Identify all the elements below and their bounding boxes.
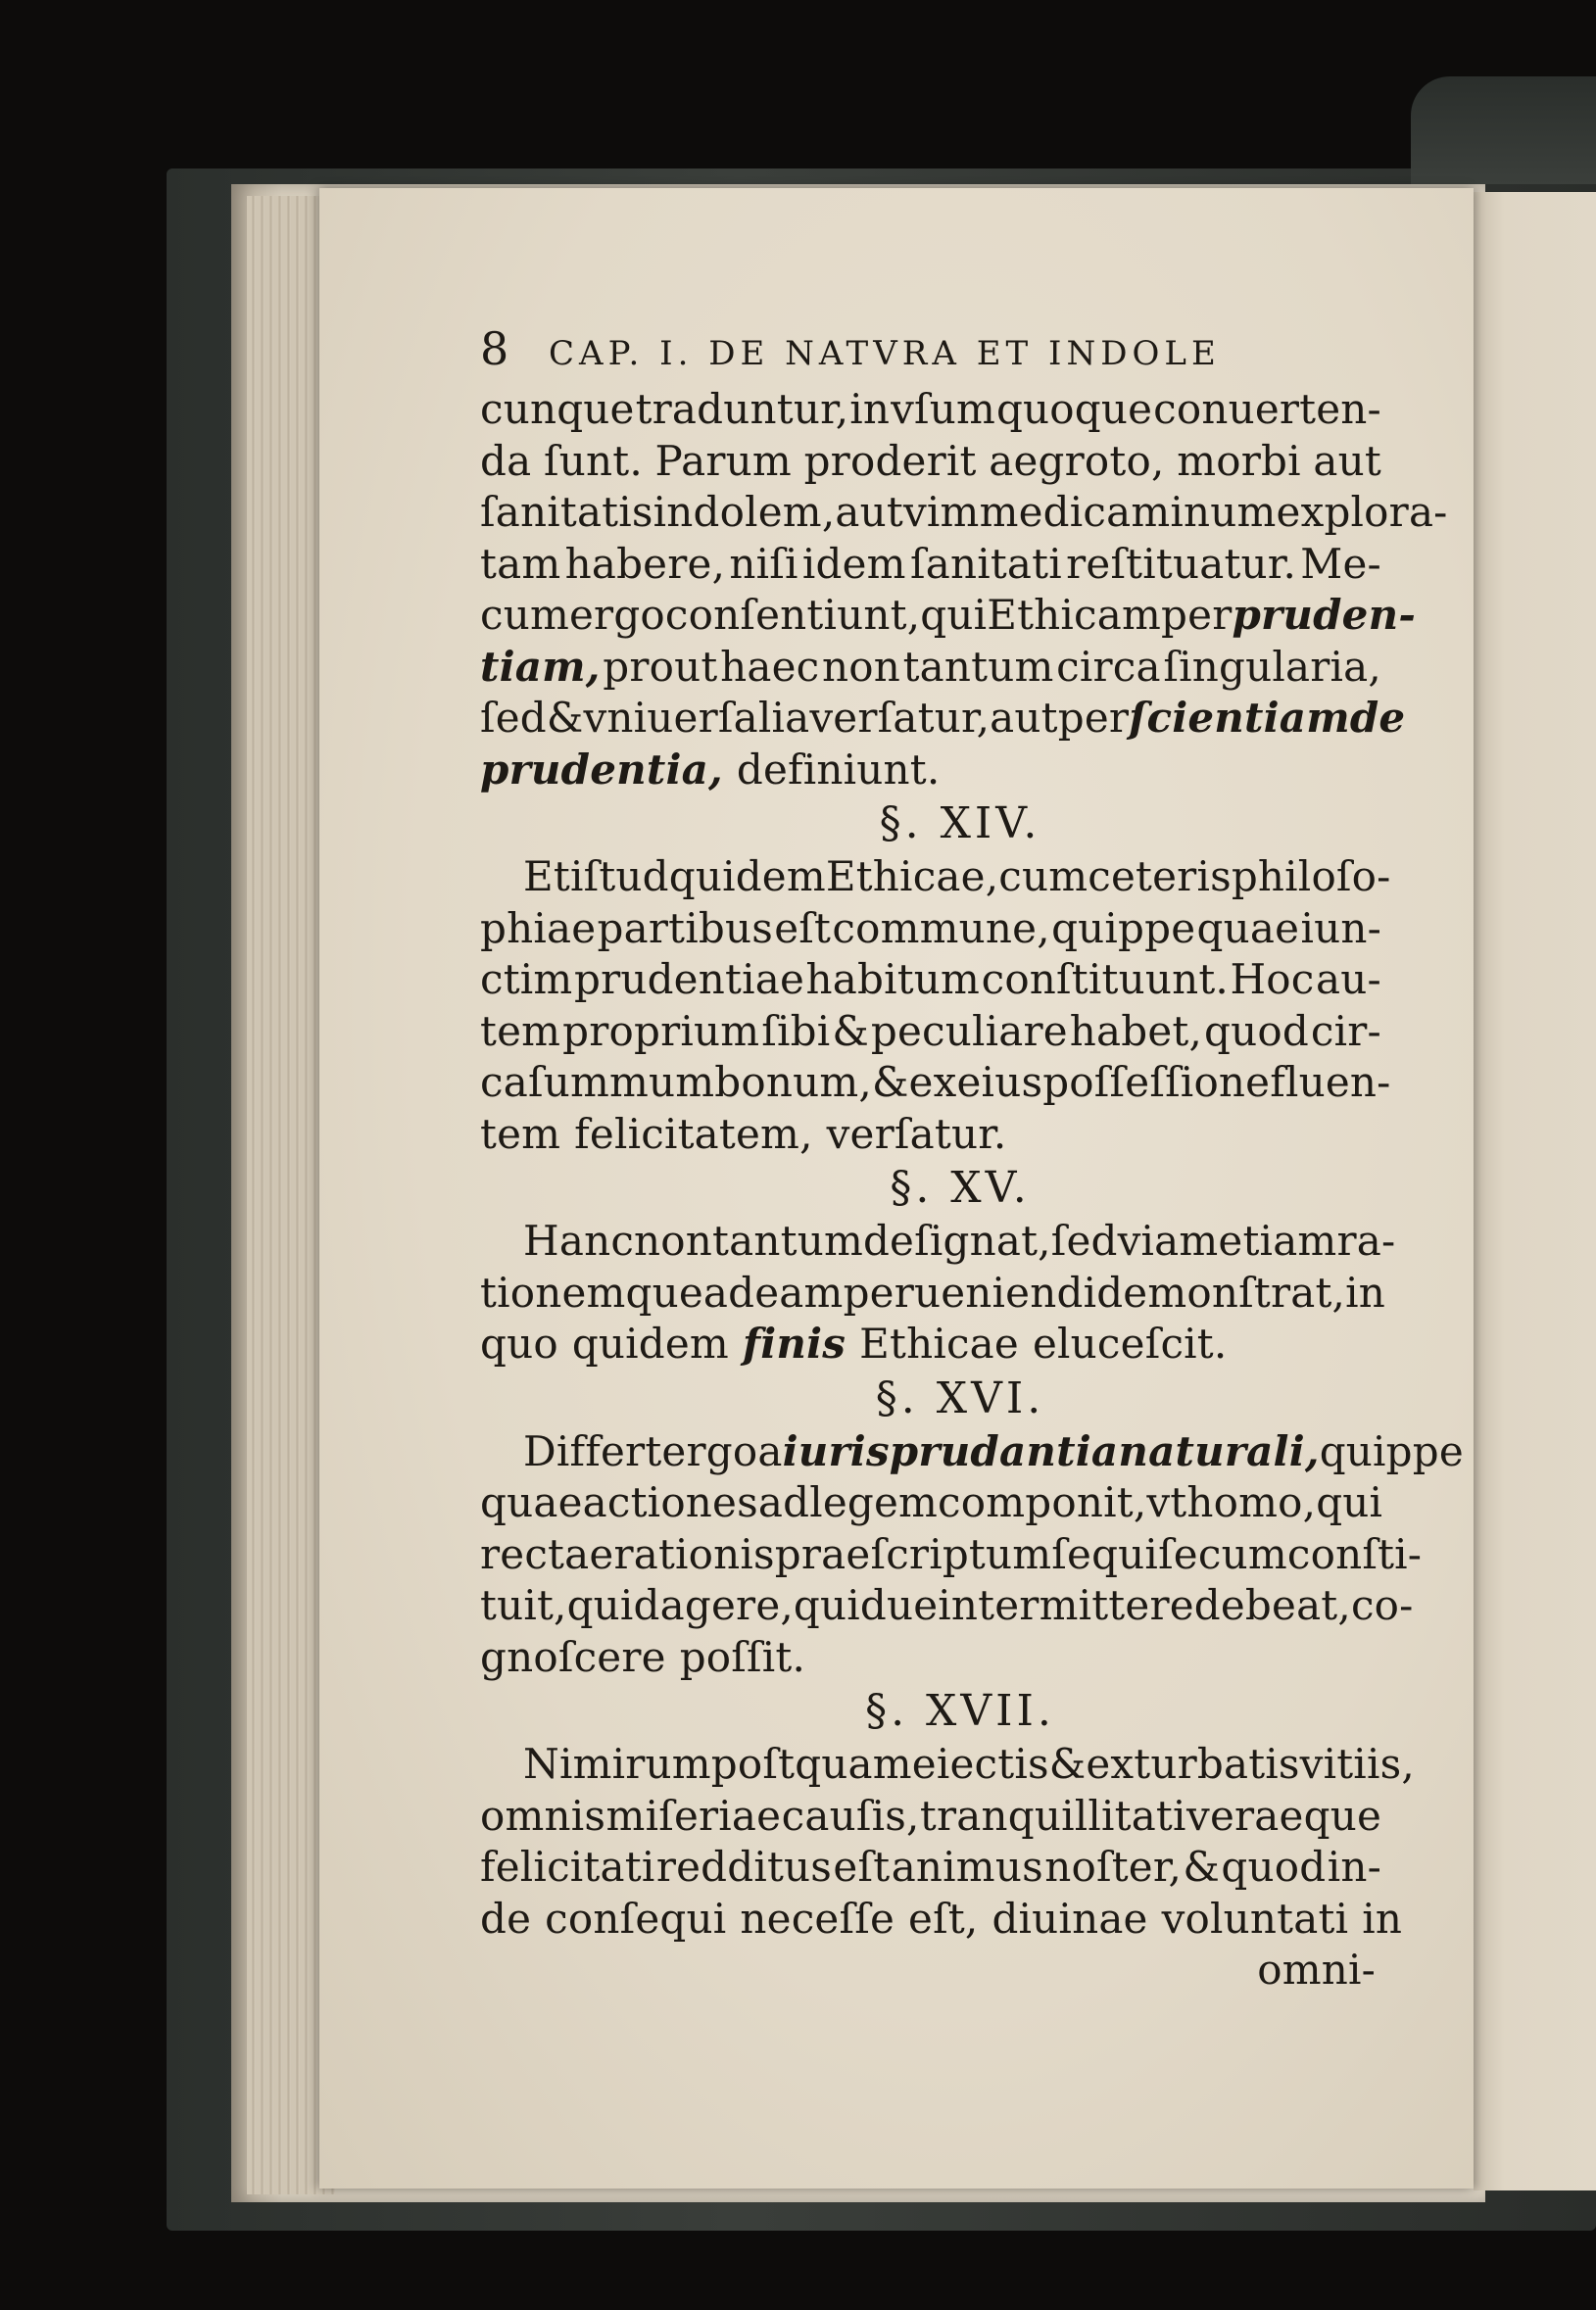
text-line <box>480 1791 1381 1843</box>
word: vitiis, <box>1299 1740 1415 1788</box>
word: felicitatem, <box>574 1109 813 1158</box>
word: actiones <box>582 1478 758 1526</box>
word: eſt <box>774 903 832 952</box>
word: prout <box>603 642 718 691</box>
text-line <box>480 1006 1381 1058</box>
word: cum <box>480 591 569 639</box>
text-line <box>480 1477 1381 1529</box>
word: tuit, <box>480 1581 567 1629</box>
text-line <box>480 1842 1381 1894</box>
word: ſummum <box>527 1058 715 1106</box>
text-line <box>480 745 1381 796</box>
word: eam <box>754 1268 844 1317</box>
word: viam <box>1117 1217 1219 1265</box>
word: vim <box>902 488 980 536</box>
word: legem <box>809 1478 939 1526</box>
word: conſequi <box>545 1894 727 1943</box>
word: per <box>1057 694 1130 742</box>
word: Parum <box>654 436 792 485</box>
word: haec <box>720 642 820 691</box>
word: rectae <box>480 1529 614 1578</box>
word: quoque <box>995 385 1153 433</box>
section-heading: §. XIV. <box>879 798 1041 848</box>
text-line <box>480 1529 1423 1581</box>
word: iun- <box>1300 903 1381 952</box>
word: Hanc <box>523 1217 635 1265</box>
word: conuerten- <box>1153 385 1381 433</box>
word: partibus <box>597 903 773 952</box>
word: tam <box>480 539 561 588</box>
word: demonſtrat, <box>1096 1268 1346 1317</box>
word: conſtituunt. <box>981 955 1229 1003</box>
word: voluntati <box>1161 1894 1349 1943</box>
text-line <box>480 1268 1385 1320</box>
word: quidue <box>793 1581 939 1629</box>
word: ſecum <box>1158 1529 1287 1578</box>
word: poſſeſſione <box>1042 1058 1271 1106</box>
word: a <box>757 1426 783 1475</box>
word: ſunt. <box>544 436 643 485</box>
word: deſignat, <box>862 1217 1051 1265</box>
word: redditus <box>655 1843 833 1891</box>
word: praeſcriptum <box>774 1529 1052 1578</box>
italic-word: de <box>1349 694 1406 742</box>
word: vniuerſalia <box>583 694 810 742</box>
word: non <box>821 642 900 691</box>
word: in <box>1345 1268 1385 1317</box>
word: circa <box>1056 642 1161 691</box>
word: ſed <box>480 694 547 742</box>
word: & <box>832 1006 869 1055</box>
word: verſatur, <box>809 694 991 742</box>
paragraph <box>480 384 1448 795</box>
word: & <box>1048 1740 1087 1788</box>
word: non <box>634 1217 713 1265</box>
word: indolem, <box>653 488 836 536</box>
word: veraeque <box>1186 1791 1381 1840</box>
word: ergo <box>569 591 665 639</box>
word: felicitati <box>480 1843 655 1891</box>
text-line <box>480 954 1381 1006</box>
text-line <box>480 539 1381 591</box>
word: ſanitati <box>909 539 1062 588</box>
text-line <box>480 693 1406 745</box>
word: prudentiae <box>573 955 804 1003</box>
word: & <box>1183 1843 1221 1891</box>
word: agere, <box>659 1581 794 1629</box>
word: quod <box>1204 1006 1309 1055</box>
word: ad <box>757 1478 810 1526</box>
word: Me- <box>1300 539 1381 588</box>
word: in <box>849 385 891 433</box>
italic-word: naturali, <box>1118 1426 1320 1475</box>
word: intermittere <box>938 1581 1194 1629</box>
text-line <box>480 1894 1403 1946</box>
word: homo, <box>1186 1478 1317 1526</box>
word: quidem <box>668 852 826 900</box>
italic-word: finis <box>742 1320 846 1368</box>
word: gnoſcere <box>480 1632 666 1681</box>
word: tem <box>480 1109 561 1158</box>
word: Et <box>523 852 570 900</box>
word: philoſo- <box>1231 852 1391 900</box>
word: reſtituatur. <box>1066 539 1297 588</box>
word: eſt, <box>908 1894 979 1943</box>
italic-word: prudentia, <box>480 745 723 794</box>
text-line <box>480 1632 1381 1684</box>
word: vſum <box>891 385 996 433</box>
word: tem <box>480 1006 561 1055</box>
word: cir- <box>1310 1006 1381 1055</box>
word: animus <box>891 1843 1043 1891</box>
word: cum <box>998 852 1088 900</box>
word: quid <box>566 1581 660 1629</box>
word: ca <box>480 1058 528 1106</box>
text-line <box>480 851 1391 903</box>
word: tranquillitati <box>919 1791 1186 1840</box>
word: omnis <box>480 1791 606 1840</box>
text-line <box>480 1426 1464 1478</box>
word: quippe <box>1319 1426 1464 1475</box>
section-heading: §. XVI. <box>875 1372 1045 1423</box>
text-line <box>480 1319 1381 1371</box>
paragraph <box>480 851 1391 1160</box>
word: eius <box>956 1058 1043 1106</box>
word: niſi <box>729 539 798 588</box>
catchword: omni- <box>1257 1946 1376 1994</box>
word: aut <box>990 694 1058 742</box>
word: componit, <box>938 1478 1147 1526</box>
word: miſeriae <box>605 1791 782 1840</box>
facing-cover-corner <box>1411 76 1596 184</box>
word: idem <box>801 539 906 588</box>
italic-word: pruden- <box>1232 591 1416 639</box>
word: ra- <box>1336 1217 1396 1265</box>
word: rationis <box>613 1529 775 1578</box>
page-header <box>480 323 1381 384</box>
word: cauſis, <box>781 1791 920 1840</box>
text-line <box>480 642 1381 694</box>
word: morbi <box>1177 436 1301 485</box>
italic-word: iurisprudantia <box>782 1426 1119 1475</box>
text-line <box>480 436 1381 488</box>
word: proprium <box>562 1006 760 1055</box>
word: poſtquam <box>710 1740 912 1788</box>
word: ſibi <box>761 1006 831 1055</box>
word: ex <box>908 1058 957 1106</box>
word: commune, <box>832 903 1050 952</box>
word: ſingularia, <box>1163 642 1381 691</box>
word: ſed <box>1050 1217 1118 1265</box>
word: eiectis <box>911 1740 1049 1788</box>
word: ctim <box>480 955 573 1003</box>
word: poſſit. <box>679 1632 806 1681</box>
word: co- <box>1350 1581 1414 1629</box>
word: peculiare <box>870 1006 1068 1055</box>
text-line <box>480 384 1381 436</box>
word: au- <box>1316 955 1381 1003</box>
word: in <box>1362 1894 1403 1943</box>
word: debeat, <box>1193 1581 1351 1629</box>
word: ſequi <box>1051 1529 1159 1578</box>
text-body <box>480 384 1464 1997</box>
word: ergo <box>661 1426 758 1475</box>
word: tionemque <box>480 1268 703 1317</box>
word: ſanitatis <box>480 488 653 536</box>
word: qui <box>920 591 988 639</box>
word: Ethicam <box>987 591 1162 639</box>
text-line <box>480 1057 1391 1109</box>
paragraph <box>480 1426 1464 1684</box>
word: da <box>480 436 532 485</box>
word: diuinae <box>991 1894 1148 1943</box>
page-number: 8 <box>480 322 509 375</box>
word: & <box>546 694 584 742</box>
word: Ethicae, <box>825 852 999 900</box>
word: quidem <box>571 1320 729 1368</box>
word: ad <box>702 1268 755 1317</box>
text-line <box>480 1216 1396 1268</box>
word: tantum <box>712 1217 863 1265</box>
italic-word: tiam, <box>480 642 601 691</box>
text-line <box>480 590 1416 642</box>
word: ceteris <box>1088 852 1232 900</box>
word: vt <box>1146 1478 1187 1526</box>
word: cunque <box>480 385 635 433</box>
word: phiae <box>480 903 597 952</box>
word: qui <box>1316 1478 1383 1526</box>
word: conſti- <box>1286 1529 1423 1578</box>
word: quo <box>480 1320 558 1368</box>
word: in- <box>1327 1843 1381 1891</box>
word: de <box>480 1894 532 1943</box>
word: medicaminum <box>979 488 1277 536</box>
word: habitum <box>805 955 981 1003</box>
word: proderit <box>803 436 977 485</box>
word: Nimirum <box>523 1740 711 1788</box>
facing-page-edge <box>1474 192 1596 2190</box>
word: per <box>1161 591 1233 639</box>
word: aut <box>835 488 903 536</box>
word: etiam <box>1218 1217 1337 1265</box>
page-text <box>480 322 1464 1997</box>
word: perueniendi <box>843 1268 1097 1317</box>
word: quippe <box>1051 903 1196 952</box>
word: verſatur. <box>826 1109 1007 1158</box>
word: Hoc <box>1230 955 1315 1003</box>
text-line <box>480 903 1381 955</box>
section-heading: §. XV. <box>890 1163 1031 1213</box>
section-heading: §. XVII. <box>865 1686 1055 1736</box>
word: tantum <box>902 642 1054 691</box>
word: eluceſcit. <box>1032 1320 1228 1368</box>
word: Differt <box>523 1426 662 1475</box>
italic-word: ſcientiam <box>1129 694 1350 742</box>
running-head: CAP. I. DE NATVRA ET INDOLE <box>549 334 1221 373</box>
word: explora- <box>1276 488 1448 536</box>
word: quod <box>1221 1843 1327 1891</box>
word: exturbatis <box>1086 1740 1300 1788</box>
word: quae <box>480 1478 583 1526</box>
word: habere, <box>564 539 726 588</box>
word: neceſſe <box>740 1894 895 1943</box>
word: traduntur, <box>635 385 849 433</box>
paragraph <box>480 1739 1415 1945</box>
word: quae <box>1196 903 1300 952</box>
word: & <box>871 1058 909 1106</box>
word: conſentiunt, <box>664 591 921 639</box>
word: aegroto, <box>989 436 1165 485</box>
word: noſter, <box>1044 1843 1183 1891</box>
text-line <box>480 487 1448 539</box>
text-line <box>480 1739 1415 1791</box>
paragraph <box>480 1216 1396 1371</box>
word: aut <box>1313 436 1381 485</box>
word: definiunt. <box>736 745 941 794</box>
word: Ethicae <box>859 1320 1019 1368</box>
word: habet, <box>1069 1006 1203 1055</box>
word: eſt <box>833 1843 891 1891</box>
text-line <box>480 1109 1381 1161</box>
word: bonum, <box>714 1058 872 1106</box>
text-line <box>480 1580 1414 1632</box>
word: iſtud <box>569 852 669 900</box>
word: fluen- <box>1270 1058 1391 1106</box>
